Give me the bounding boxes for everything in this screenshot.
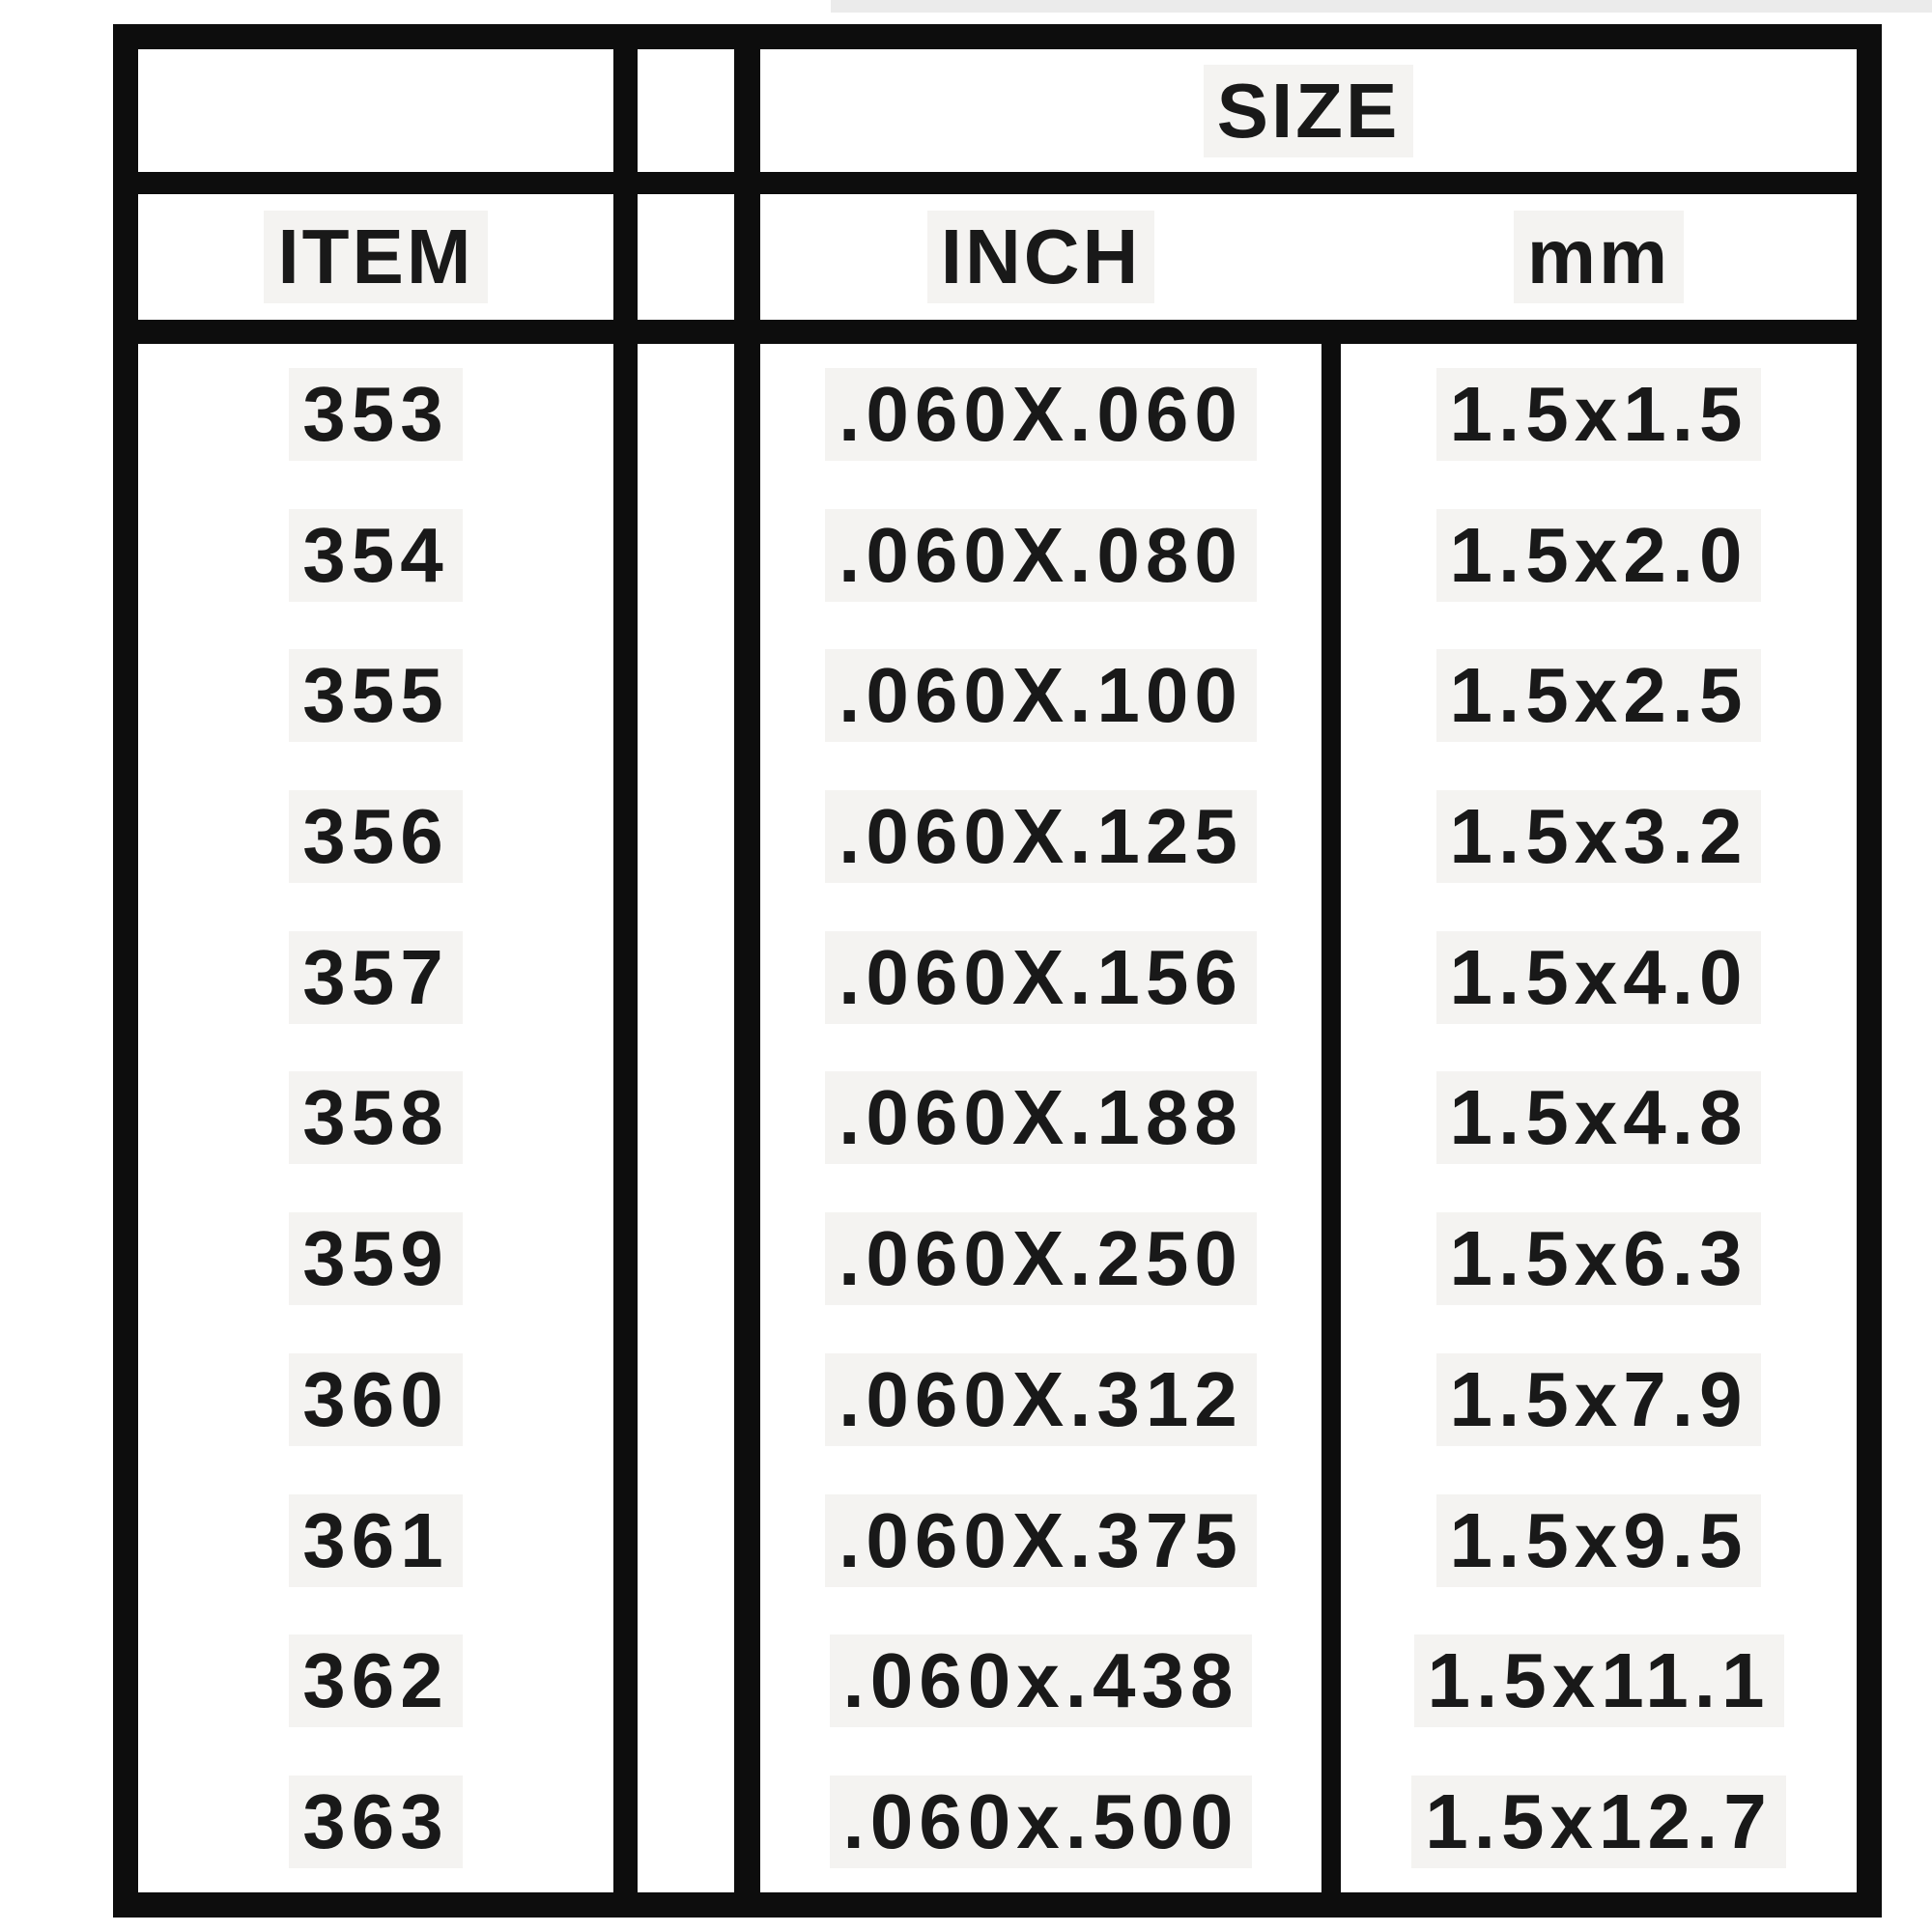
inch-size: .060x.438 — [830, 1634, 1253, 1727]
table-row-mm-cell — [1341, 1048, 1857, 1189]
inch-size: .060X.312 — [825, 1353, 1257, 1446]
table-row-item-cell — [138, 485, 613, 626]
table-row-item-cell — [138, 1611, 613, 1752]
mm-size: 1.5x2.5 — [1436, 649, 1762, 742]
item-number: 357 — [289, 931, 462, 1024]
inch-size: .060X.080 — [825, 509, 1257, 602]
item-number-column — [138, 344, 613, 1892]
item-number: 355 — [289, 649, 462, 742]
table-row-inch-cell — [760, 1751, 1321, 1892]
table-row-mm-cell — [1341, 1329, 1857, 1470]
table-row-inch-cell — [760, 485, 1321, 626]
table-row-inch-cell — [760, 1611, 1321, 1752]
vertical-rule-inch-mm-divider — [1321, 344, 1341, 1892]
inch-column-header-label: INCH — [927, 211, 1155, 303]
inch-size: .060X.188 — [825, 1071, 1257, 1164]
table-row-inch-cell — [760, 1329, 1321, 1470]
table-row-item-cell — [138, 344, 613, 485]
item-number: 354 — [289, 509, 462, 602]
table-row-item-cell — [138, 907, 613, 1048]
table-row-inch-cell — [760, 1470, 1321, 1611]
mm-size: 1.5x4.0 — [1436, 931, 1762, 1024]
mm-size: 1.5x11.1 — [1414, 1634, 1784, 1727]
table-row-item-cell — [138, 1751, 613, 1892]
inch-size: .060X.060 — [825, 368, 1257, 461]
item-number: 362 — [289, 1634, 462, 1727]
inch-size: .060X.250 — [825, 1212, 1257, 1305]
item-column-header-label: ITEM — [264, 211, 487, 303]
table-row-mm-cell — [1341, 1751, 1857, 1892]
table-row-inch-cell — [760, 344, 1321, 485]
table-row-mm-cell — [1341, 766, 1857, 907]
table-row-inch-cell — [760, 1048, 1321, 1189]
size-group-header-cell — [760, 49, 1857, 172]
item-number: 361 — [289, 1494, 462, 1587]
inch-size: .060X.100 — [825, 649, 1257, 742]
table-row-inch-cell — [760, 1188, 1321, 1329]
mm-size: 1.5x4.8 — [1436, 1071, 1762, 1164]
mm-size: 1.5x1.5 — [1436, 368, 1762, 461]
table-row-mm-cell — [1341, 1470, 1857, 1611]
table-row-item-cell — [138, 625, 613, 766]
item-number: 358 — [289, 1071, 462, 1164]
table-row-inch-cell — [760, 907, 1321, 1048]
item-number: 356 — [289, 790, 462, 883]
mm-size: 1.5x3.2 — [1436, 790, 1762, 883]
item-column-header-cell — [138, 194, 613, 320]
size-group-header-label: SIZE — [1204, 65, 1414, 157]
table-row-mm-cell — [1341, 625, 1857, 766]
inch-size: .060X.375 — [825, 1494, 1257, 1587]
item-number: 360 — [289, 1353, 462, 1446]
table-row-item-cell — [138, 1470, 613, 1611]
table-row-mm-cell — [1341, 485, 1857, 626]
mm-size: 1.5x12.7 — [1411, 1776, 1785, 1868]
mm-size: 1.5x2.0 — [1436, 509, 1762, 602]
scan-artifact-strip — [831, 0, 1932, 13]
item-number: 353 — [289, 368, 462, 461]
table-row-mm-cell — [1341, 1611, 1857, 1752]
inch-size: .060x.500 — [830, 1776, 1253, 1868]
table-row-item-cell — [138, 1188, 613, 1329]
mm-column-header-label: mm — [1514, 211, 1684, 303]
table-row-item-cell — [138, 766, 613, 907]
horizontal-rule-under-column-headers — [138, 320, 1857, 344]
inch-size-column — [760, 344, 1321, 1892]
item-number: 359 — [289, 1212, 462, 1305]
inch-size: .060X.125 — [825, 790, 1257, 883]
item-number: 363 — [289, 1776, 462, 1868]
table-row-mm-cell — [1341, 344, 1857, 485]
item-size-table — [113, 24, 1882, 1918]
table-row-mm-cell — [1341, 1188, 1857, 1329]
mm-size: 1.5x6.3 — [1436, 1212, 1762, 1305]
inch-size: .060X.156 — [825, 931, 1257, 1024]
mm-size: 1.5x9.5 — [1436, 1494, 1762, 1587]
mm-size: 1.5x7.9 — [1436, 1353, 1762, 1446]
table-row-inch-cell — [760, 766, 1321, 907]
table-row-item-cell — [138, 1329, 613, 1470]
table-row-item-cell — [138, 1048, 613, 1189]
table-row-inch-cell — [760, 625, 1321, 766]
inch-column-header-cell — [760, 194, 1321, 320]
table-row-mm-cell — [1341, 907, 1857, 1048]
mm-column-header-cell — [1341, 194, 1857, 320]
horizontal-rule-under-size-header — [138, 172, 1857, 194]
mm-size-column — [1341, 344, 1857, 1892]
